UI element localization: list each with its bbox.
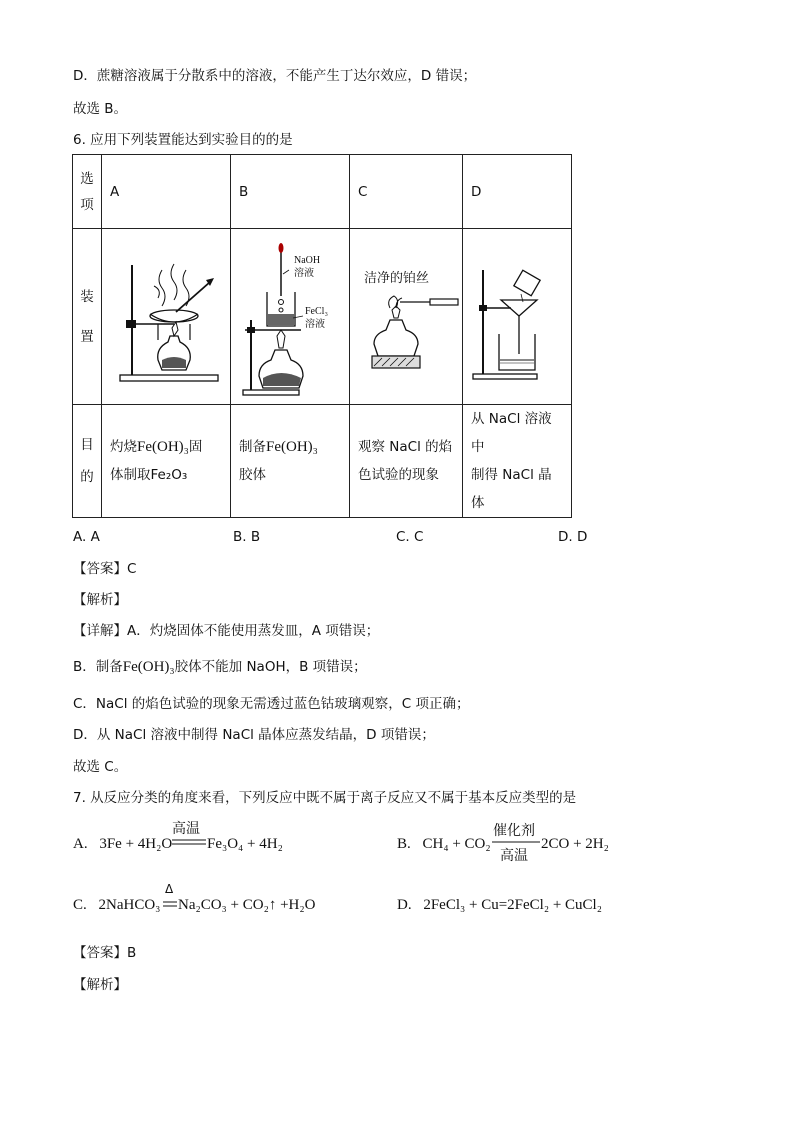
header-char: 装 (80, 288, 94, 305)
detail-text: 胶体不能加 NaOH，B 项错误； (174, 659, 367, 675)
purpose-text: 制得 NaCl 晶体 (471, 467, 552, 511)
option-label: C. (73, 897, 87, 913)
q6-header-apparatus (73, 229, 102, 405)
q6-option-d: D (463, 155, 572, 229)
purpose-text: 从 NaCl 溶液中 (471, 411, 552, 455)
q7-analysis-heading: 【解析】 (73, 977, 127, 993)
q6-choice-d: D. D (558, 529, 588, 545)
option-label: A. (73, 836, 88, 852)
prev-conclusion: 故选 B。 (73, 101, 128, 117)
naoh-label: NaOH (294, 254, 321, 266)
header-char: 项 (80, 196, 94, 213)
q6-answer: 【答案】C (73, 561, 137, 577)
q6-conclusion: 故选 C。 (73, 759, 128, 775)
purpose-b (231, 405, 350, 518)
q6-table (72, 154, 572, 518)
q6-detail-b (73, 658, 367, 676)
q7-option-d (397, 897, 602, 914)
option-label: B. (397, 836, 411, 852)
q6-table-row-options (73, 155, 572, 229)
purpose-formula: Fe(OH)₃ (266, 439, 318, 455)
q6-choice-b: B. B (233, 529, 261, 545)
apparatus-d (463, 229, 572, 405)
q7-b-condition-top: 催化剂 (493, 823, 535, 839)
q6-header-options (73, 155, 102, 229)
q7-c-right: Na₂CO₃ + CO₂↑ +H₂O (178, 897, 316, 913)
header-char: 选 (80, 170, 94, 187)
fecl3-solution-label: 溶液 (305, 318, 325, 330)
equation-left: 2NaHCO₃ (98, 897, 161, 913)
apparatus-a-drawing (102, 230, 230, 404)
apparatus-d-drawing (463, 230, 571, 404)
purpose-text: 色试验的现象 (358, 467, 439, 483)
q7-option-b (397, 836, 491, 853)
q7-answer: 【答案】B (73, 945, 137, 961)
q7-b-condition-bottom: 高温 (500, 848, 528, 864)
q6-option-b: B (231, 155, 350, 229)
q6-detail-d: D．从 NaCl 溶液中制得 NaCl 晶体应蒸发结晶，D 项错误； (73, 727, 435, 743)
q6-table-row-apparatus (73, 229, 572, 405)
header-char: 的 (80, 469, 94, 485)
q6-option-a: A (102, 155, 231, 229)
q7-a-right: Fe₃O₄ + 4H₂ (207, 836, 283, 852)
naoh-solution-label: 溶液 (294, 267, 314, 279)
platinum-wire-label: 洁净的铂丝 (364, 270, 430, 286)
q7-a-condition: 高温 (172, 821, 200, 837)
purpose-text: 制备 (239, 439, 266, 455)
apparatus-b-drawing (231, 230, 349, 404)
equation: 2FeCl₃ + Cu=2FeCl₂ + CuCl₂ (423, 897, 602, 913)
apparatus-c-drawing (350, 230, 462, 404)
purpose-a (102, 405, 231, 518)
purpose-text: 固 (188, 439, 203, 455)
q6-stem: 6. 应用下列装置能达到实验目的的是 (73, 132, 293, 148)
q7-c-equals-arrow (163, 900, 177, 908)
purpose-text: 灼烧 (110, 439, 137, 455)
q6-table-row-purpose (73, 405, 572, 518)
equation-left: 3Fe + 4H₂O (99, 836, 173, 852)
fecl3-label: FeCl₃ (305, 305, 328, 317)
q6-header-purpose (73, 405, 102, 518)
q7-stem: 7. 从反应分类的角度来看，下列反应中既不属于离子反应又不属于基本反应类型的是 (73, 790, 577, 806)
q7-b-right: 2CO + 2H₂ (541, 836, 609, 852)
purpose-text: 观察 NaCl 的焰 (358, 439, 453, 455)
q7-option-c (73, 897, 160, 914)
purpose-text: 胶体 (239, 467, 266, 483)
q7-b-reaction-line (492, 840, 540, 844)
detail-text: B．制备 (73, 659, 123, 675)
purpose-d (463, 405, 572, 518)
q7-a-equals-arrow (172, 838, 206, 846)
detail-formula: Fe(OH)₃ (122, 659, 175, 675)
q6-analysis-heading: 【解析】 (73, 592, 127, 608)
q6-choice-c: C. C (396, 529, 424, 545)
apparatus-a (102, 229, 231, 405)
q7-c-condition: Δ (165, 882, 174, 896)
option-label: D. (397, 897, 412, 913)
q6-detail-c: C．NaCl 的焰色试验的现象无需透过蓝色钴玻璃观察，C 项正确； (73, 696, 470, 712)
prev-option-d: D．蔗糖溶液属于分散系中的溶液，不能产生丁达尔效应，D 错误； (73, 68, 477, 84)
equation-left: CH₄ + CO₂ (422, 836, 491, 852)
purpose-formula: Fe(OH)₃ (137, 439, 189, 455)
header-char: 目 (80, 437, 94, 453)
q7-option-a (73, 836, 172, 853)
purpose-c (350, 405, 463, 518)
apparatus-b (231, 229, 350, 405)
q6-choice-a: A. A (73, 529, 100, 545)
apparatus-c (350, 229, 463, 405)
purpose-text: 体制取Fe₂O₃ (110, 467, 188, 483)
header-char: 置 (80, 328, 94, 345)
q6-detail-a: 【详解】A．灼烧固体不能使用蒸发皿，A 项错误； (73, 623, 380, 639)
q6-option-c: C (350, 155, 463, 229)
